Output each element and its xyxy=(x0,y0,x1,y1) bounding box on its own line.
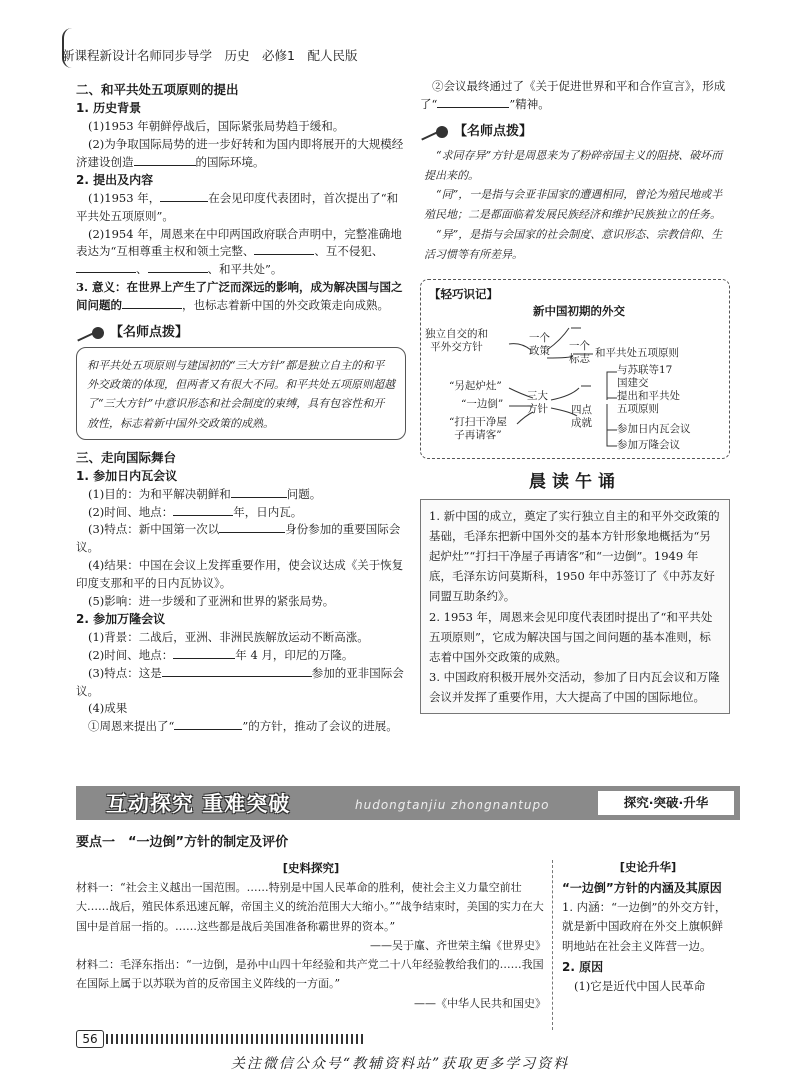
mind-node: “一边倒” xyxy=(461,397,504,410)
running-header: 新课程新设计名师同步导学 历史 必修1 配人民版 xyxy=(62,48,358,63)
material-source: ——《中华人民共和国史》 xyxy=(414,996,546,1010)
subheading: 2. 参加万隆会议 xyxy=(76,612,166,627)
left-column xyxy=(76,78,406,736)
fill-blank[interactable] xyxy=(160,190,208,202)
fill-blank[interactable] xyxy=(122,297,182,309)
mind-node: 和平共处五项原则 xyxy=(595,346,679,359)
upgrade-label: [史论升华] xyxy=(619,860,677,874)
morning-item: 2. 1953 年，周恩来会见印度代表团时提出了“和平共处五项原则”，它成为解决国与国之间问题的基本准则，标志着中国外交政策的成熟。 xyxy=(429,609,713,664)
morning-reading-title: 晨读午诵 xyxy=(529,471,621,492)
banner-tagline: 探究·突破·升华 xyxy=(598,791,734,815)
tip-box: 和平共处五项原则与建国初的“三大方针”都是独立自主的和平外交政策的体现，但两者又有很大不同。和平共处五项原则超越了“三大方针”中意识形态和社会制度的束缚，具有包容性和开放性，标志着新中国外交政策的成熟。 xyxy=(76,347,406,440)
material-two: 材料二：毛泽东指出：“一边倒，是孙中山四十年经验和共产党二十八年经验教给我们的……我国在国际上属于以苏联为首的反帝国主义阵线的一方面。” xyxy=(76,958,544,991)
fill-blank[interactable] xyxy=(174,718,242,730)
upgrade-column xyxy=(562,858,734,997)
paragraph: (2)时间、地点： 年，日内瓦。 xyxy=(88,504,303,519)
paragraph: (3)特点：新中国第一次以 身份参加的重要国际会议。 xyxy=(76,522,401,555)
banner-title: 互动探究 重难突破 xyxy=(106,792,291,816)
subheading: 1. 历史背景 xyxy=(76,101,142,116)
mind-node: 参加日内瓦会议 xyxy=(617,422,691,435)
upgrade-item: (1)它是近代中国人民革命 xyxy=(574,978,706,993)
paragraph: (1)1953 年朝鲜停战后，国际紧张局势趋于缓和。 xyxy=(88,118,345,133)
mind-node: 一个 政策 xyxy=(529,331,550,358)
section-heading: 二、和平共处五项原则的提出 xyxy=(76,82,239,97)
mind-node: 独立自交的和 平外交方针 xyxy=(425,327,488,354)
paragraph: (4)结果：中国在会议上发挥重要作用，使会议达成《关于恢复印度支那和平的日内瓦协议》。 xyxy=(76,558,404,590)
materials-label: [史料探究] xyxy=(282,861,340,875)
fill-blank[interactable] xyxy=(219,521,285,533)
mind-node: “打扫干净屋 子再请客” xyxy=(449,415,507,442)
mind-map-heading: 新中国初期的外交 xyxy=(533,303,625,318)
fill-blank[interactable] xyxy=(173,647,235,659)
pushpin-icon xyxy=(76,326,104,340)
tip-text: “求同存异”方针是周恩来为了粉碎帝国主义的阻挠、破坏而提出来的。 “同”，一是指与会亚非国家的遭遇相同，曾沦为殖民地或半殖民地；二是都面临着发展民族经济和维护民族独立的任务。 “异”，是指与会国家的社会制度、意识形态、宗教信仰、生活习惯等有所差异。 xyxy=(424,148,723,261)
morning-item: 1. 新中国的成立，奠定了实行独立自主的和平外交政策的基础，毛泽东把新中国外交的基本方针形象地概括为“另起炉灶”“打扫干净屋子再请客”和“一边倒”。1949 年底，毛泽东访问莫斯科，1950 年中苏签订了《中苏友好同盟互助条约》。 xyxy=(429,508,720,604)
mind-node: 参加万隆会议 xyxy=(617,438,680,451)
mind-node: 四点 成就 xyxy=(571,403,592,430)
paragraph: (4)成果 xyxy=(88,701,128,716)
materials-column xyxy=(76,858,546,1013)
morning-item: 3. 中国政府积极开展外交活动，参加了日内瓦会议和万隆会议并发挥了重要作用，大大提高了中国的国际地位。 xyxy=(429,669,720,705)
fill-blank[interactable] xyxy=(134,154,196,166)
mind-node: “另起炉灶” xyxy=(449,379,502,392)
fill-blank[interactable] xyxy=(231,486,287,498)
key-point-heading: 要点一 “一边倒”方针的制定及评价 xyxy=(76,835,289,850)
mind-node: 三大 方针 xyxy=(527,389,548,416)
tip-heading: 【名师点拨】 xyxy=(420,122,730,142)
paragraph: ①周恩来提出了“ ”的方针，推动了会议的进展。 xyxy=(88,719,398,734)
footer-note: 关注微信公众号“教辅资料站”获取更多学习资料 xyxy=(230,1056,570,1072)
morning-reading-box xyxy=(420,499,730,714)
material-source: ——吴于廑、齐世荣主编《世界史》 xyxy=(370,938,546,952)
paragraph: (2)时间、地点： 年 4 月，印尼的万隆。 xyxy=(88,647,354,662)
paragraph: (3)特点：这是 参加的亚非国际会议。 xyxy=(76,665,404,698)
subheading: 1. 参加日内瓦会议 xyxy=(76,469,178,484)
tip-heading: 【名师点拨】 xyxy=(76,323,406,343)
paragraph: (1)背景：二战后，亚洲、非洲民族解放运动不断高涨。 xyxy=(88,630,369,645)
mind-node: 一个 标志 xyxy=(569,339,590,366)
memo-title: 【轻巧识记】 xyxy=(429,286,498,301)
upgrade-item: 1. 内涵：“一边倒”的外交方针，就是新中国政府在外交上旗帜鲜明地站在社会主义阵营一边。 xyxy=(562,899,727,954)
mind-node: 提出和平共处 五项原则 xyxy=(617,389,680,416)
paragraph: (5)影响：进一步缓和了亚洲和世界的紧张局势。 xyxy=(88,593,335,608)
fill-blank[interactable] xyxy=(76,261,136,273)
column-divider xyxy=(552,860,553,1030)
section-heading: 三、走向国际舞台 xyxy=(76,449,177,465)
material-one: 材料一：“社会主义越出一国范围。……特别是中国人民革命的胜利，使社会主义力量空前壮大……战后，殖民体系迅速瓦解，帝国主义的统治范围大大缩小。”“战争结束时，美国的实力在大国中是首屈一指的。……这些都是战后美国准备称霸世界的资本。” xyxy=(76,881,544,933)
banner-pinyin: hudongtanjiu zhongnantupo xyxy=(355,798,550,812)
paragraph: 3. 意义：在世界上产生了广泛而深远的影响，成为解决国与国之间问题的 ，也标志着新中国的外交政策走向成熟。 xyxy=(76,280,403,312)
fill-blank[interactable] xyxy=(148,261,208,273)
upgrade-title: “一边倒”方针的内涵及其原因 xyxy=(562,880,722,895)
paragraph: (2)为争取国际局势的进一步好转和为国内即将展开的大规模经济建设创造 的国际环境。 xyxy=(76,136,404,169)
paragraph: (1)1953 年， 在会见印度代表团时，首次提出了“和平共处五项原则”。 xyxy=(76,191,399,223)
page-number: 56 xyxy=(76,1030,104,1048)
paragraph: ②会议最终通过了《关于促进世界和平和合作宣言》，形成了“ ”精神。 xyxy=(420,79,726,111)
fill-blank[interactable] xyxy=(437,96,509,108)
fill-blank[interactable] xyxy=(162,665,312,677)
pushpin-icon xyxy=(420,125,448,139)
paragraph: (1)目的：为和平解决朝鲜和 问题。 xyxy=(88,486,322,501)
fill-blank[interactable] xyxy=(254,243,314,255)
memo-box xyxy=(420,279,730,459)
upgrade-item: 2. 原因 xyxy=(562,959,604,974)
mind-node: 与苏联等17 国建交 xyxy=(617,363,673,390)
fill-blank[interactable] xyxy=(173,504,233,516)
page-number-bar xyxy=(106,1034,366,1044)
subheading: 2. 提出及内容 xyxy=(76,173,154,188)
right-column xyxy=(420,78,730,714)
paragraph: (2)1954 年，周恩来在中印两国政府联合声明中，完整准确地表达为“互相尊重主权和领土完整、 、互不侵犯、、 、和平共处”。 xyxy=(76,226,402,277)
